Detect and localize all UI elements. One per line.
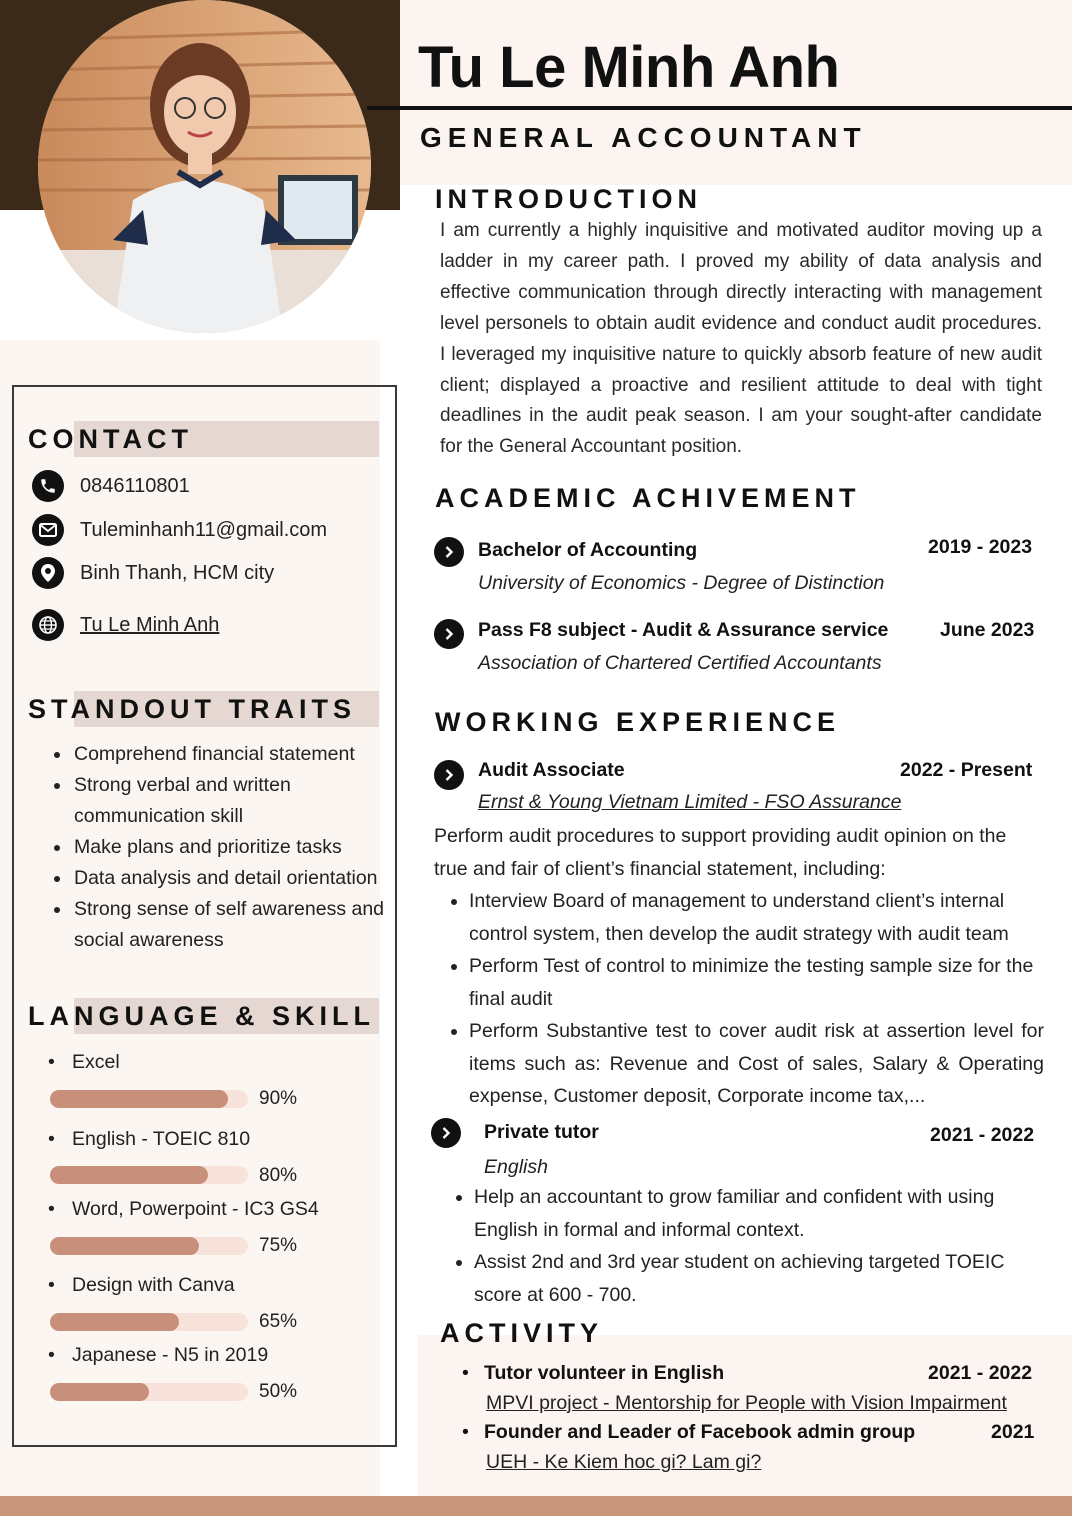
academic-date: 2019 - 2023 [928, 536, 1033, 558]
academic-heading: ACADEMIC ACHIVEMENT [435, 483, 861, 513]
trait-item: • Comprehend financial statement [72, 739, 402, 770]
job-duty: • Perform Substantive test to cover audit risk at assertion level for items such as: Revenue and Cost of sales, Salary & Operating expense, Customer deposit, Corporate income tax,... [469, 1015, 1044, 1113]
chevron-right-icon [434, 619, 464, 649]
skill-bar-english [50, 1166, 248, 1184]
header-rule [367, 106, 1072, 110]
job-title: GENERAL ACCOUNTANT [420, 122, 867, 153]
skill-percent: 50% [259, 1381, 298, 1402]
skill-percent: 80% [259, 1165, 298, 1186]
job-duty: • Assist 2nd and 3rd year student on achieving targeted TOEIC score at 600 - 700. [474, 1246, 1034, 1311]
contact-phone [32, 469, 190, 503]
website-link[interactable]: Tu Le Minh Anh [80, 613, 220, 636]
academic-subtitle: Association of Chartered Certified Accountants [478, 652, 882, 674]
intro-heading: INTRODUCTION [435, 184, 702, 214]
work-heading: WORKING EXPERIENCE [435, 707, 841, 737]
candidate-name: Tu Le Minh Anh [418, 35, 840, 100]
skill-bar-excel [50, 1090, 248, 1108]
job-title-audit: Audit Associate [478, 759, 625, 781]
trait-item: • Strong sense of self awareness and social awareness [72, 894, 402, 956]
job-duty: • Interview Board of management to understand client’s internal control system, then develop the audit strategy with audit team [469, 885, 1044, 950]
trait-item: • Data analysis and detail orientation [72, 863, 402, 894]
traits-list [52, 739, 402, 956]
job-company-link[interactable]: Ernst & Young Vietnam Limited - FSO Assurance [478, 791, 902, 813]
traits-heading [28, 691, 379, 727]
phone-icon [32, 470, 64, 502]
job-duties-list [447, 885, 1044, 1113]
chevron-right-icon [434, 760, 464, 790]
academic-title: Pass F8 subject - Audit & Assurance service [478, 619, 889, 641]
location-text: Binh Thanh, HCM city [80, 561, 275, 584]
activity-title: Founder and Leader of Facebook admin group [484, 1421, 916, 1443]
academic-subtitle: University of Economics - Degree of Distinction [478, 572, 885, 594]
activity-bullet: • [462, 1362, 469, 1384]
profile-photo [38, 0, 371, 333]
contact-website[interactable] [32, 608, 219, 642]
chevron-right-icon [431, 1118, 461, 1148]
skill-bar-japanese [50, 1383, 248, 1401]
job-subtitle: English [484, 1156, 548, 1178]
skill-percent: 90% [259, 1088, 298, 1109]
trait-item: • Strong verbal and written communication skill [72, 770, 402, 832]
tutor-duties-list [452, 1181, 1034, 1311]
job-date: 2022 - Present [900, 759, 1033, 781]
bottom-bar [0, 1496, 1072, 1516]
email-address: Tuleminhanh11@gmail.com [80, 518, 328, 541]
job-duty: • Help an accountant to grow familiar and confident with using English in formal and informal context. [474, 1181, 1034, 1246]
skill-percent: 65% [259, 1311, 298, 1332]
activity-link[interactable]: MPVI project - Mentorship for People with Vision Impairment [486, 1392, 1007, 1414]
contact-heading-text: CONTACT [28, 424, 193, 454]
skill-bar-fill [50, 1090, 228, 1108]
contact-location [32, 556, 274, 590]
location-pin-icon [32, 557, 64, 589]
skill-bar-fill [50, 1166, 208, 1184]
skill-label-english: • English - TOEIC 810 [50, 1128, 250, 1151]
skill-label-canva: • Design with Canva [50, 1274, 235, 1297]
skill-label-japanese: • Japanese - N5 in 2019 [50, 1344, 268, 1367]
globe-icon [32, 609, 64, 641]
skill-bar-canva [50, 1313, 248, 1331]
phone-number: 0846110801 [80, 474, 190, 497]
activity-date: 2021 [991, 1421, 1035, 1443]
mail-icon [32, 514, 64, 546]
job-date: 2021 - 2022 [930, 1124, 1035, 1146]
skill-bar-fill [50, 1383, 149, 1401]
intro-paragraph: I am currently a highly inquisitive and motivated auditor moving up a ladder in my career path. I proved my ability of data analysis and effective communication through directly interacting with management level personels to obtain audit evidence and conduct audit procedures. I leveraged my inquisitive nature to quickly absorb feature of new audit client; displayed a proactive and resilient attitude to deal with tight deadlines in the audit peak season. I am your sought-after candidate for the General Accountant position. [440, 220, 1042, 458]
activity-bullet: • [462, 1421, 469, 1443]
skill-bar-fill [50, 1237, 199, 1255]
skill-label-word: • Word, Powerpoint - IC3 GS4 [50, 1198, 319, 1221]
job-title-tutor: Private tutor [484, 1121, 599, 1143]
activity-heading: ACTIVITY [440, 1318, 604, 1348]
academic-title: Bachelor of Accounting [478, 539, 698, 561]
skill-label-excel: • Excel [50, 1051, 120, 1074]
academic-date: June 2023 [940, 619, 1035, 641]
skill-percent: 75% [259, 1235, 298, 1256]
activity-link[interactable]: UEH - Ke Kiem hoc gi? Lam gi? [486, 1451, 762, 1473]
activity-title: Tutor volunteer in English [484, 1362, 725, 1384]
job-summary: Perform audit procedures to support providing audit opinion on the true and fair of client’s financial statement, including: [434, 825, 1007, 880]
job-duty: • Perform Test of control to minimize the testing sample size for the final audit [469, 950, 1044, 1015]
skill-bar-word [50, 1237, 248, 1255]
chevron-right-icon [434, 537, 464, 567]
contact-email [32, 513, 327, 547]
skills-heading [28, 998, 379, 1034]
contact-heading [28, 421, 379, 457]
traits-heading-text: STANDOUT TRAITS [28, 694, 356, 724]
skills-heading-text: LANGUAGE & SKILL [28, 1001, 375, 1031]
skill-bar-fill [50, 1313, 179, 1331]
trait-item: • Make plans and prioritize tasks [72, 832, 402, 863]
activity-date: 2021 - 2022 [928, 1362, 1033, 1384]
